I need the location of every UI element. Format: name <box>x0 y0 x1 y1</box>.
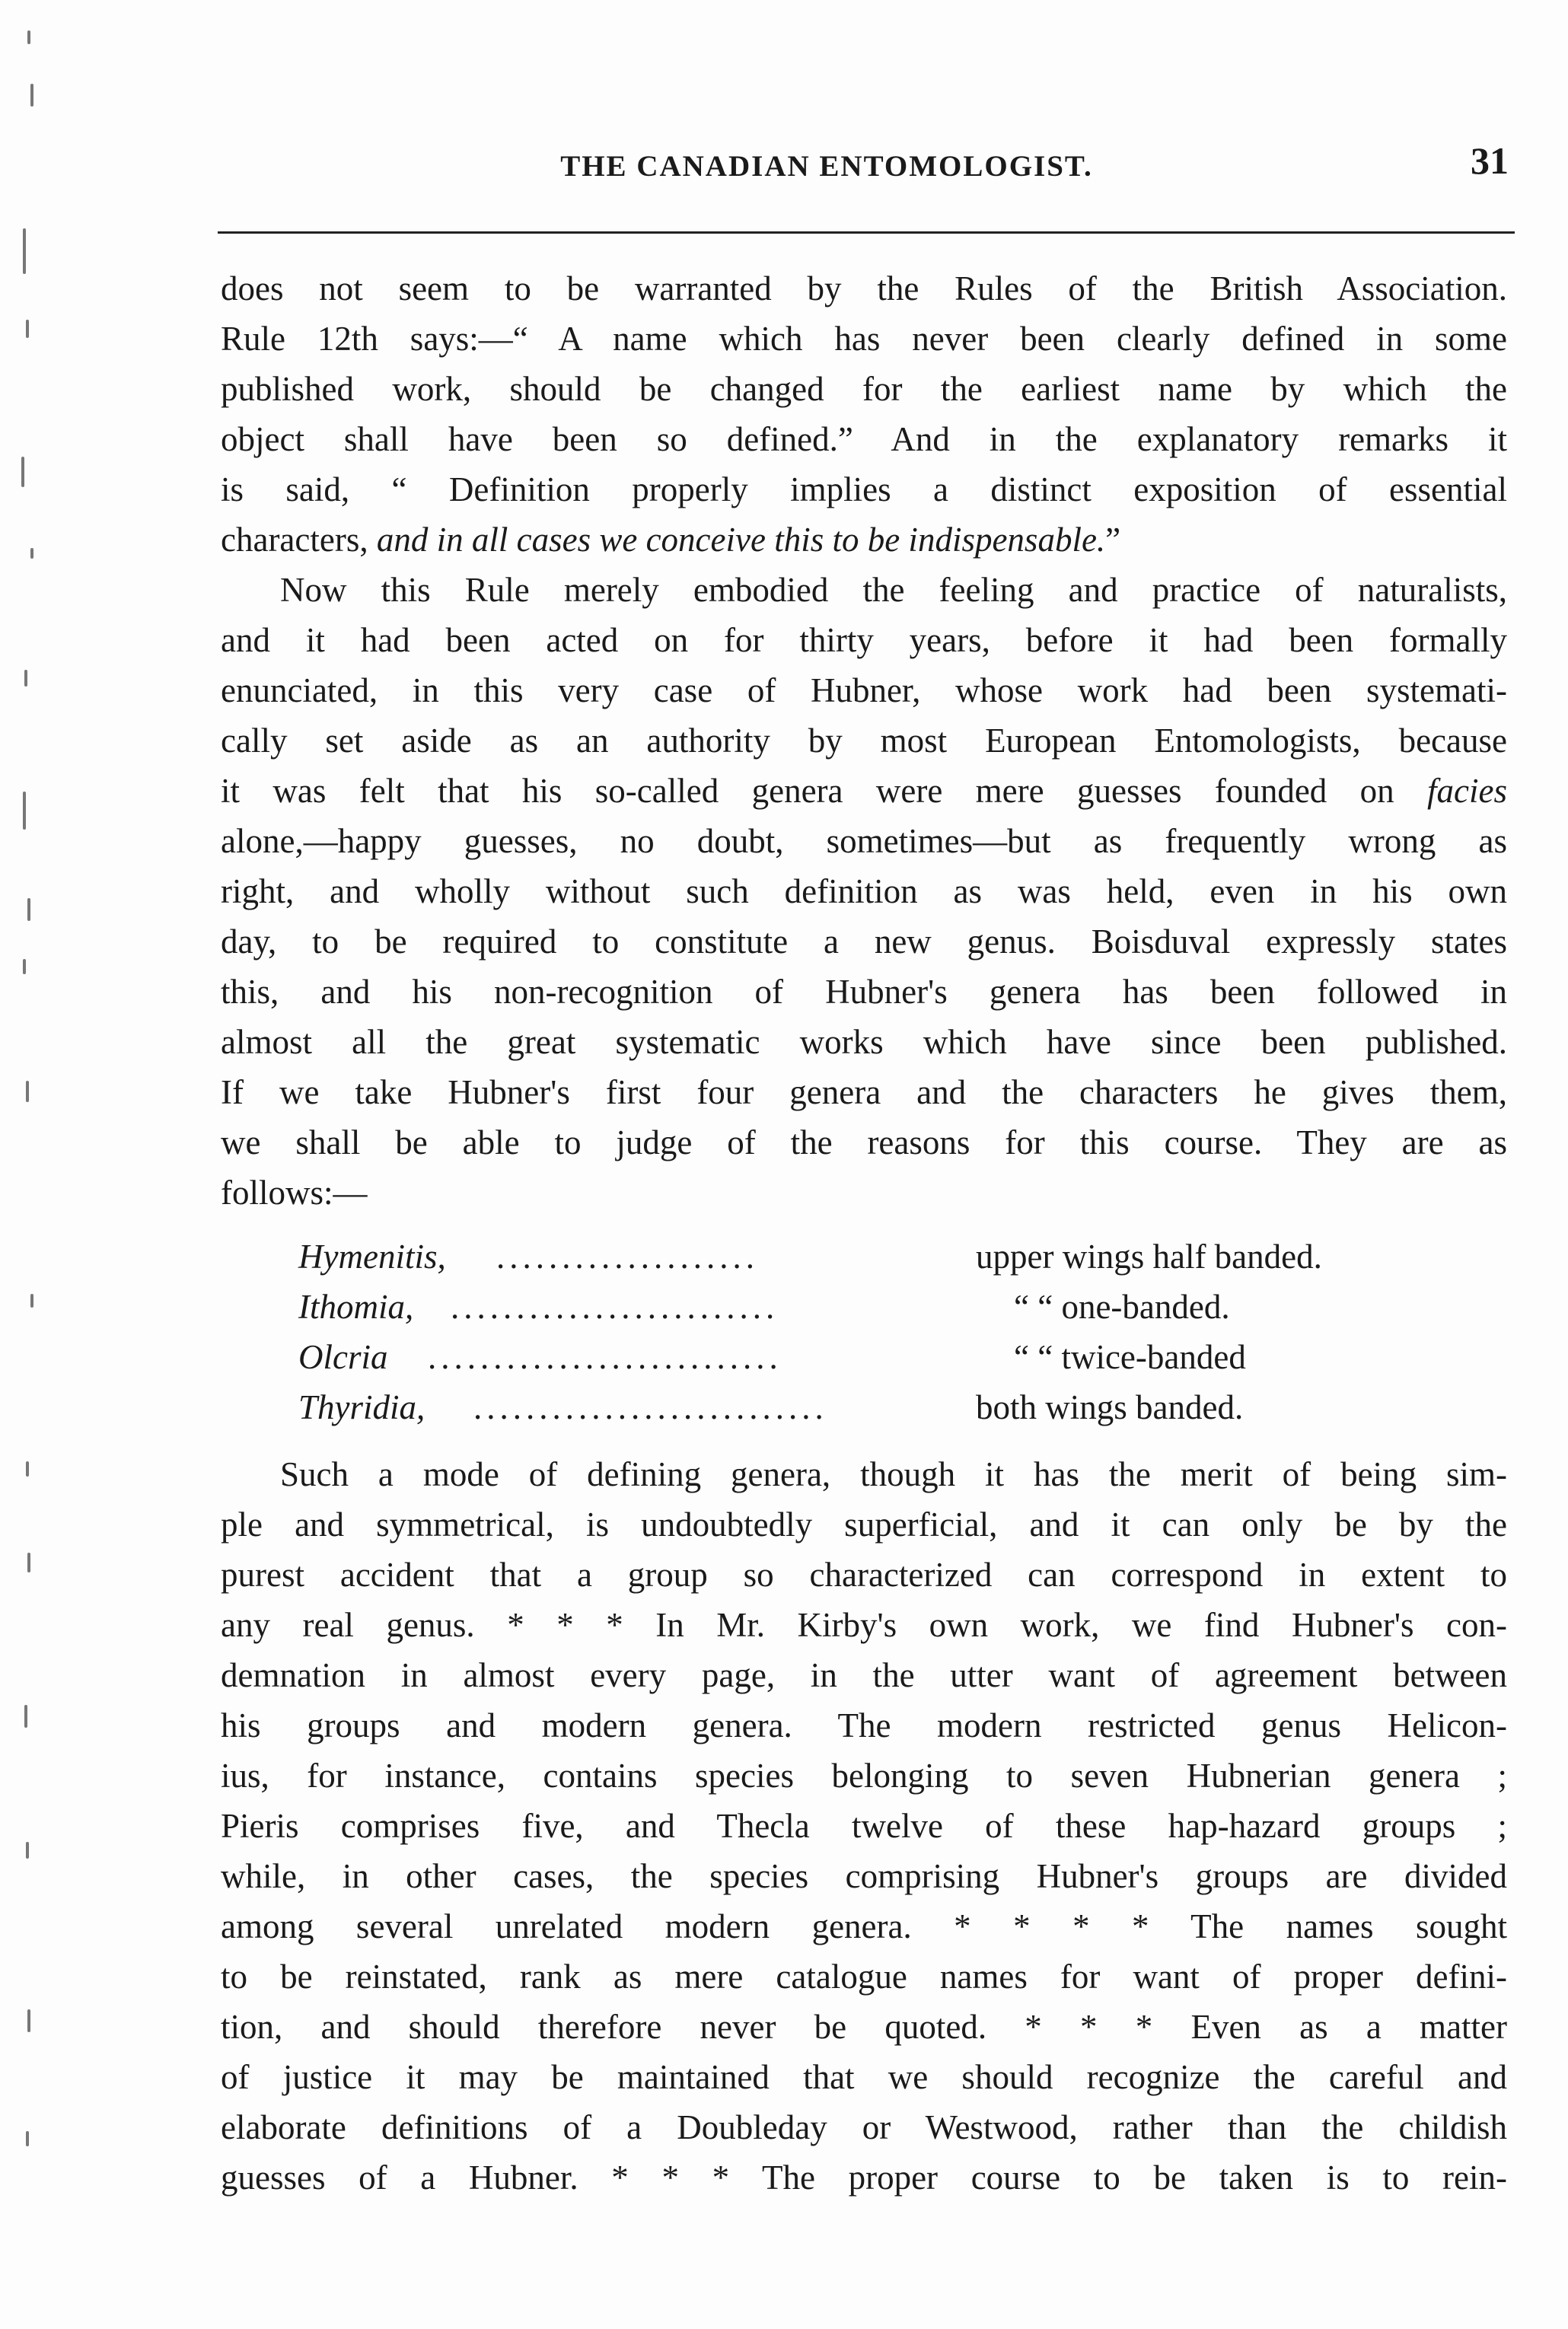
text-line: Rule 12th says:—“ A name which has never been clearly defined in some <box>221 320 1507 358</box>
text-line: guesses of a Hubner. * * * The proper course to be taken is to rein- <box>221 2159 1507 2197</box>
leader-dots: ........................... <box>428 1338 782 1376</box>
text-line: does not seem to be warranted by the Rules of the British Association. <box>221 269 1507 307</box>
italic-quote: and in all cases we conceive this to be indispensable. <box>376 521 1106 559</box>
text-line: among several unrelated modern genera. * * * * The names sought <box>221 1907 1507 1945</box>
list-item <box>298 1282 1440 1332</box>
italic-word: facies <box>1427 772 1507 810</box>
genus-name: Olcria <box>298 1338 388 1376</box>
genera-list <box>298 1231 1440 1432</box>
leader-dots: ......................... <box>451 1288 779 1326</box>
genus-description: “ “ twice-banded <box>1014 1338 1246 1376</box>
text-span: it was felt that his so-called genera were mere guesses founded on <box>221 772 1428 810</box>
text-line: is said, “ Definition properly implies a distinct exposition of essential <box>221 470 1507 508</box>
leader-dots: ........................... <box>473 1388 828 1426</box>
list-item <box>298 1332 1440 1382</box>
text-line: almost all the great systematic works which have since been published. <box>221 1023 1507 1061</box>
text-span: ” <box>1105 521 1121 559</box>
running-head <box>218 135 1515 189</box>
paragraph-3 <box>221 1449 1507 2203</box>
text-line: his groups and modern genera. The modern restricted genus Helicon- <box>221 1706 1507 1744</box>
text-line: to be reinstated, rank as mere catalogue names for want of proper defini- <box>221 1958 1507 1996</box>
text-line: follows:— <box>221 1174 368 1212</box>
text-line: while, in other cases, the species comprising Hubner's groups are divided <box>221 1857 1507 1895</box>
genus-description: upper wings half banded. <box>976 1238 1322 1276</box>
text-line: Now this Rule merely embodied the feeling and practice of naturalists, <box>280 571 1507 609</box>
text-line: alone,—happy guesses, no doubt, sometimes—but as frequently wrong as <box>221 822 1507 860</box>
paragraph-2 <box>221 565 1507 1218</box>
text-line: we shall be able to judge of the reasons for this course. They are as <box>221 1123 1507 1161</box>
text-line: Pieris comprises five, and Thecla twelve of these hap-hazard groups ; <box>221 1807 1507 1845</box>
list-item <box>298 1382 1440 1432</box>
page-number: 31 <box>1471 139 1509 182</box>
text-line: right, and wholly without such definition as was held, even in his own <box>221 872 1507 910</box>
text-line: cally set aside as an authority by most European Entomologists, because <box>221 722 1507 760</box>
text-line: elaborate definitions of a Doubleday or Westwood, rather than the childish <box>221 2108 1507 2146</box>
text-line: published work, should be changed for the earliest name by which the <box>221 370 1507 408</box>
genus-name: Ithomia, <box>298 1288 414 1326</box>
list-item <box>298 1231 1440 1282</box>
leader-dots: .................... <box>496 1238 759 1276</box>
genus-name: Hymenitis, <box>298 1238 446 1276</box>
text-line: enunciated, in this very case of Hubner, whose work had been systemati- <box>221 671 1507 709</box>
paragraph-1 <box>221 263 1507 565</box>
text-line: ius, for instance, contains species belonging to seven Hubnerian genera ; <box>221 1757 1507 1795</box>
text-line: Such a mode of defining genera, though it has the merit of being sim- <box>280 1455 1507 1493</box>
genus-name: Thyridia, <box>298 1388 425 1426</box>
scanned-margin-marks <box>0 0 69 2329</box>
body-text <box>221 263 1507 2203</box>
text-line <box>221 515 1507 565</box>
text-line: and it had been acted on for thirty years, before it had been formally <box>221 621 1507 659</box>
text-line: this, and his non-recognition of Hubner's genera has been followed in <box>221 973 1507 1011</box>
text-line: purest accident that a group so characterized can correspond in extent to <box>221 1556 1507 1594</box>
text-line: object shall have been so defined.” And in the explanatory remarks it <box>221 420 1507 458</box>
text-line: ple and symmetrical, is undoubtedly superficial, and it can only be by the <box>221 1505 1507 1544</box>
text-line: tion, and should therefore never be quoted. * * * Even as a matter <box>221 2008 1507 2046</box>
genus-description: “ “ one-banded. <box>1014 1288 1230 1326</box>
header-rule <box>218 231 1515 234</box>
text-line <box>221 766 1507 816</box>
genus-description: both wings banded. <box>976 1388 1244 1426</box>
text-line: day, to be required to constitute a new genus. Boisduval expressly states <box>221 922 1507 961</box>
text-line: demnation in almost every page, in the utter want of agreement between <box>221 1656 1507 1694</box>
text-span: characters, <box>221 521 377 559</box>
text-line: of justice it may be maintained that we should recognize the careful and <box>221 2058 1507 2096</box>
text-line: any real genus. * * * In Mr. Kirby's own work, we find Hubner's con- <box>221 1606 1507 1644</box>
text-line: If we take Hubner's first four genera and the characters he gives them, <box>221 1073 1507 1111</box>
running-title: THE CANADIAN ENTOMOLOGIST. <box>560 150 1093 183</box>
